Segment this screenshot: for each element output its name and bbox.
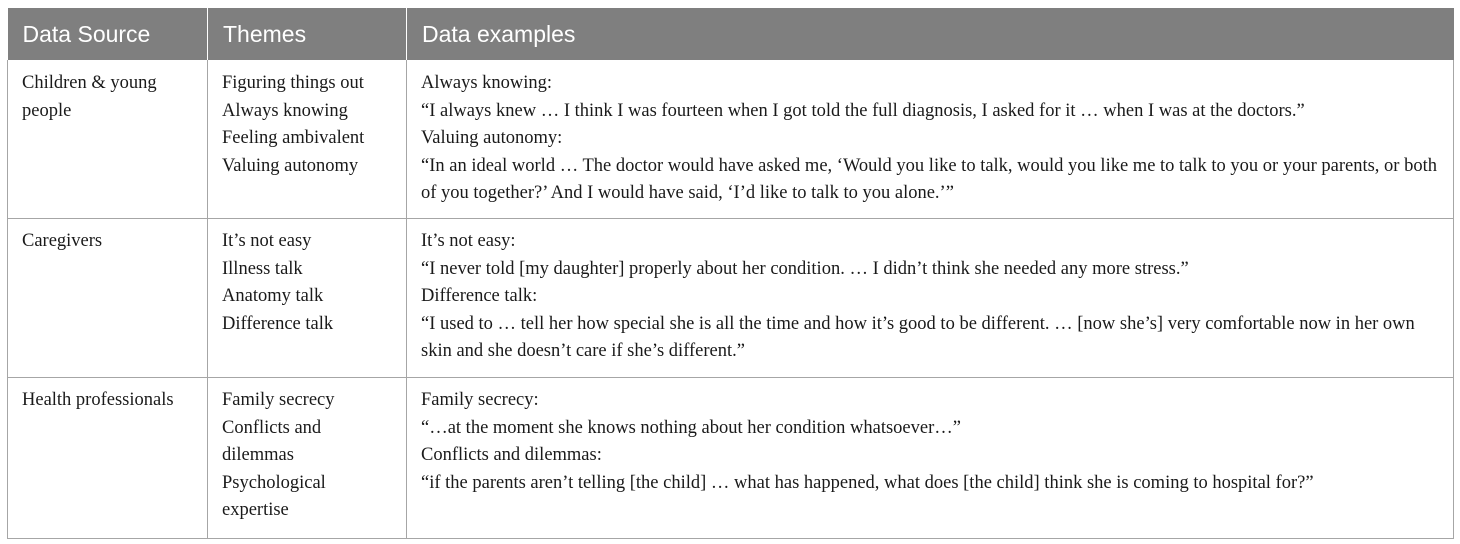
table-row <box>8 219 1454 378</box>
example-heading: It’s not easy: <box>421 231 516 251</box>
header-row <box>8 8 1454 60</box>
data-source-text: Health professionals <box>22 390 174 410</box>
example-heading: Always knowing: <box>421 73 553 93</box>
example-heading: Valuing autonomy: <box>421 128 563 148</box>
examples-cell <box>407 219 1454 378</box>
header-data-source: Data Source <box>8 8 208 60</box>
header-data-examples: Data examples <box>407 8 1454 60</box>
example-quote: “I used to … tell her how special she is all the time and how it’s good to be different. … [now she’s] very comfortable now in her own skin and she doesn’t care if she’s different.” <box>421 313 1415 361</box>
themes-cell <box>208 378 407 539</box>
table-body <box>8 60 1454 539</box>
theme-item: It’s not easy <box>222 231 312 251</box>
example-quote: “if the parents aren’t telling [the child] … what has happened, what does [the child] think she is coming to hospital for?” <box>421 472 1314 493</box>
theme-item: Feeling ambivalent <box>222 128 365 148</box>
theme-item: Conflicts and dilemmas <box>222 417 322 465</box>
data-source-cell <box>8 378 208 539</box>
theme-item: Illness talk <box>222 258 303 279</box>
example-quote: “I always knew … I think I was fourteen when I got told the full diagnosis, I asked for it … when I was at the doctors.” <box>421 100 1305 121</box>
table-row <box>8 60 1454 219</box>
data-table <box>7 8 1454 539</box>
example-quote: “I never told [my daughter] properly about her condition. … I didn’t think she needed any more stress.” <box>421 258 1189 279</box>
themes-cell <box>208 219 407 378</box>
table-header <box>8 8 1454 60</box>
theme-item: Psychological expertise <box>222 472 326 520</box>
examples-cell <box>407 60 1454 219</box>
examples-cell <box>407 378 1454 539</box>
theme-item: Anatomy talk <box>222 286 324 306</box>
theme-item: Difference talk <box>222 313 334 334</box>
theme-item: Family secrecy <box>222 390 335 410</box>
data-source-text: Children & young people <box>22 73 157 121</box>
example-heading: Difference talk: <box>421 286 538 306</box>
theme-item: Valuing autonomy <box>222 155 359 176</box>
example-heading: Family secrecy: <box>421 390 539 410</box>
theme-item: Always knowing <box>222 100 348 121</box>
table-row <box>8 378 1454 539</box>
example-quote: “In an ideal world … The doctor would have asked me, ‘Would you like to talk, would you like me to talk to you or your parents, or both of you together?’ And I would have said, ‘I’d like to talk to you alone.’” <box>421 155 1437 203</box>
example-heading: Conflicts and dilemmas: <box>421 445 602 465</box>
example-quote: “…at the moment she knows nothing about her condition whatsoever…” <box>421 417 961 438</box>
theme-item: Figuring things out <box>222 73 364 93</box>
themes-cell <box>208 60 407 219</box>
data-source-text: Caregivers <box>22 231 103 251</box>
data-source-cell <box>8 219 208 378</box>
data-source-cell <box>8 60 208 219</box>
header-themes: Themes <box>208 8 407 60</box>
